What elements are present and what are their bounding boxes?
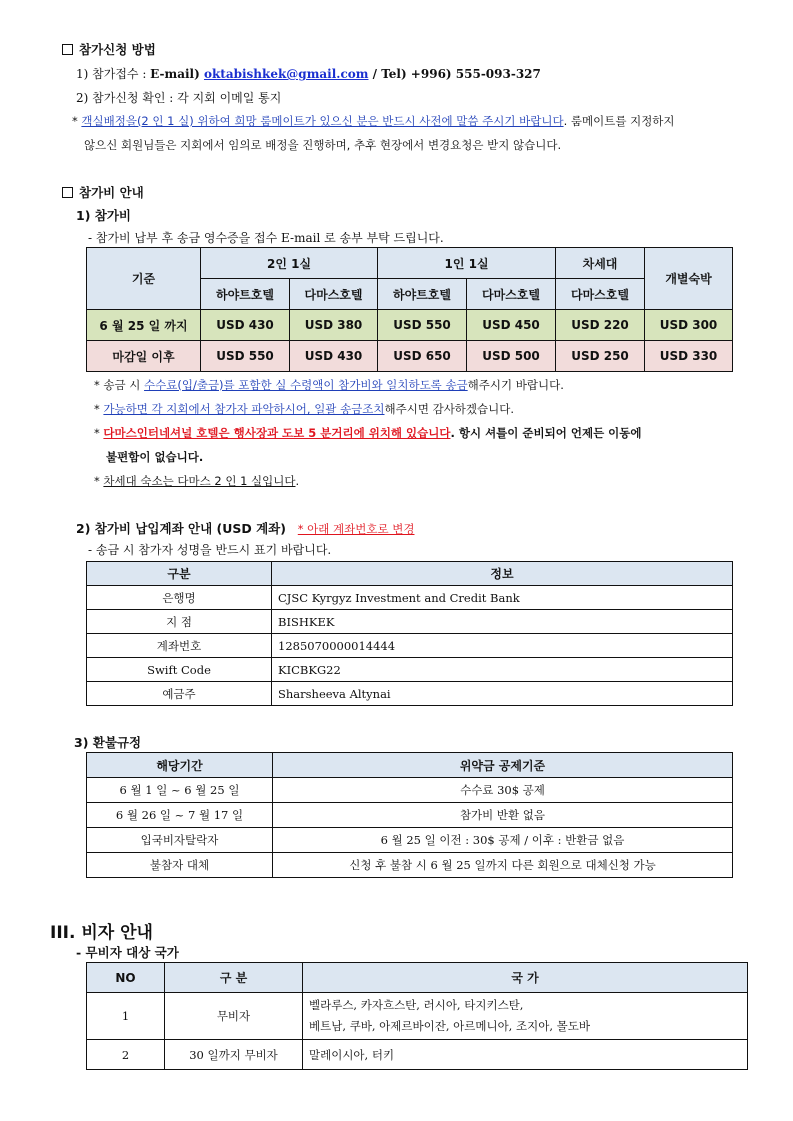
fees-sub1-title: 1) 참가비 <box>76 208 131 223</box>
table-row: 1 무비자 벨라루스, 카자흐스탄, 러시아, 타지키스탄, 베트남, 쿠바, 아제르바이잔, 아르메니아, 조지아, 몰도바 <box>87 993 748 1040</box>
application-note: * 객실배정을(2 인 1 실) 위하여 희망 룸메이트가 있으신 분은 반드시 사전에 말씀 주시기 바랍니다. 룸메이트를 지정하지 <box>72 114 675 128</box>
sub-header: 다마스호텔 <box>467 279 556 310</box>
table-row: 6 월 26 일 ~ 7 월 17 일 참가비 반환 없음 <box>87 803 733 828</box>
table-row: 입국비자탈락자 6 월 25 일 이전 : 30$ 공제 / 이후 : 반환금 없음 <box>87 828 733 853</box>
table-row: 예금주 Sharsheeva Altynai <box>87 682 733 706</box>
table-row: 계좌번호 1285070000014444 <box>87 634 733 658</box>
application-item-2: 2) 참가신청 확인 : 각 지회 이메일 통지 <box>76 91 282 105</box>
table-row: 6 월 25 일 까지 USD 430 USD 380 USD 550 USD 450 USD 220 USD 300 <box>87 310 733 341</box>
checkbox-square-icon <box>62 187 73 198</box>
table-row: Swift Code KICBKG22 <box>87 658 733 682</box>
group-double-room: 2인 1실 <box>201 248 378 279</box>
table-row: 은행명 CJSC Kyrgyz Investment and Credit Bank <box>87 586 733 610</box>
visa-sub: - 무비자 대상 국가 <box>76 945 179 960</box>
table-row: 지 점 BISHKEK <box>87 610 733 634</box>
visa-heading: III. 비자 안내 <box>50 923 153 943</box>
fees-sub2-desc: - 송금 시 참가자 성명을 반드시 표기 바랍니다. <box>88 543 332 557</box>
col-basis: 기준 <box>87 248 201 310</box>
col-individual: 개별숙박 <box>645 248 733 310</box>
sub-header: 다마스호텔 <box>290 279 378 310</box>
application-heading: 참가신청 방법 <box>62 40 156 58</box>
fees-sub1-desc: - 참가비 납부 후 송금 영수증을 접수 E-mail 로 송부 부탁 드립니다. <box>88 231 444 245</box>
fee-note-3-line2: 불편함이 없습니다. <box>106 450 204 464</box>
table-row: 마감일 이후 USD 550 USD 430 USD 650 USD 500 USD 250 USD 330 <box>87 341 733 372</box>
table-row: 6 월 1 일 ~ 6 월 25 일 수수료 30$ 공제 <box>87 778 733 803</box>
group-next-gen: 차세대 <box>556 248 645 279</box>
refund-title: 3) 환불규정 <box>74 735 142 750</box>
table-row: 불참자 대체 신청 후 불참 시 6 월 25 일까지 다른 회원으로 대체신청 가능 <box>87 853 733 878</box>
fees-sub2-title: 2) 참가비 납입계좌 안내 (USD 계좌) * 아래 계좌번호로 변경 <box>76 521 415 536</box>
fee-note-3: * 다마스인터네셔널 호텔은 행사장과 도보 5 분거리에 위치해 있습니다. 항시 셔틀이 준비되어 언제든 이동에 <box>94 426 642 440</box>
refund-table: 해당기간 위약금 공제기준 6 월 1 일 ~ 6 월 25 일 수수료 30$ 공제 6 월 26 일 ~ 7 월 17 일 참가비 반환 없음 입국비자탈락자 6 월 25 일 이전 : 30$ 공제 / 이후 : 반환금 없음 불참자 대체 신청 후 불참 시 6 월 25 일까지 다른 회원으로 대체신청 가능 <box>86 752 733 878</box>
application-item-1: 1) 참가접수 : E-mail) oktabishkek@gmail.com / Tel) +996) 555-093-327 <box>76 67 541 81</box>
fee-note-4: * 차세대 숙소는 다마스 2 인 1 실입니다. <box>94 474 300 488</box>
application-note-line2: 않으신 회원님들은 지회에서 임의로 배정을 진행하며, 추후 현장에서 변경요청은 받지 않습니다. <box>84 138 562 152</box>
fees-heading: 참가비 안내 <box>62 183 144 201</box>
table-row: 2 30 일까지 무비자 말레이시아, 터키 <box>87 1040 748 1070</box>
email-link[interactable]: oktabishkek@gmail.com <box>203 67 369 81</box>
fee-note-1: * 송금 시 수수료(입/출금)를 포함한 실 수령액이 참가비와 일치하도록 송금해주시기 바랍니다. <box>94 378 564 392</box>
sub-header: 하야트호텔 <box>201 279 290 310</box>
account-change-notice: * 아래 계좌번호로 변경 <box>297 522 415 536</box>
fee-note-2: * 가능하면 각 지회에서 참가자 파악하시어, 일괄 송금조치해주시면 감사하겠습니다. <box>94 402 515 416</box>
account-table: 구분 정보 은행명 CJSC Kyrgyz Investment and Credit Bank 지 점 BISHKEK 계좌번호 1285070000014444 Swift Code KICBKG22 예금주 Sharsheeva Altynai <box>86 561 733 706</box>
sub-header: 하야트호텔 <box>378 279 467 310</box>
visa-table: NO 구 분 국 가 1 무비자 벨라루스, 카자흐스탄, 러시아, 타지키스탄, 베트남, 쿠바, 아제르바이잔, 아르메니아, 조지아, 몰도바 2 30 일까지 무비자 말레이시아, 터키 <box>86 962 748 1070</box>
checkbox-square-icon <box>62 44 73 55</box>
sub-header: 다마스호텔 <box>556 279 645 310</box>
fee-table <box>86 247 733 372</box>
group-single-room: 1인 1실 <box>378 248 556 279</box>
